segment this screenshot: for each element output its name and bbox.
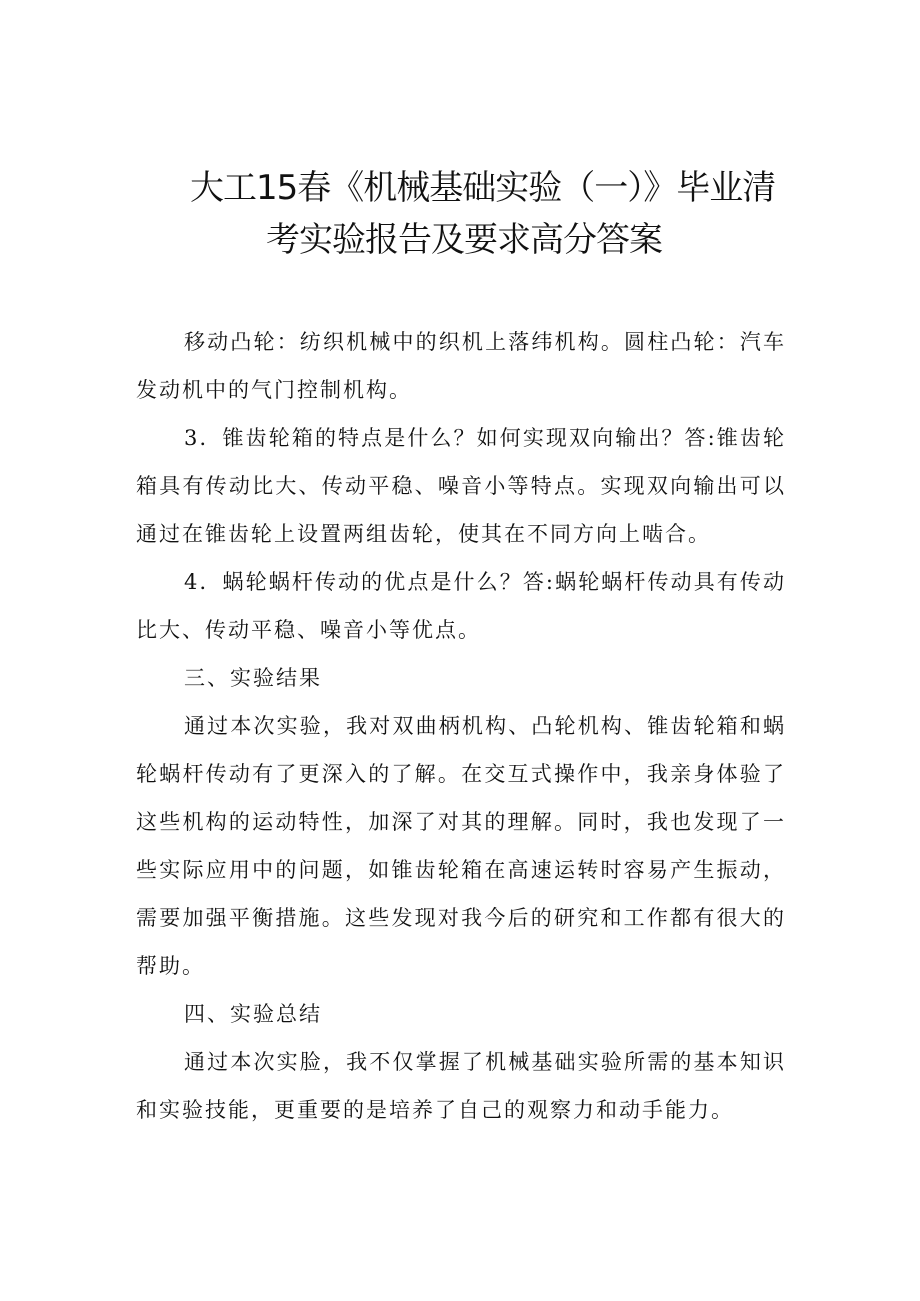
document-title-line-1: 大工15春《机械基础实验（一）》毕业清 [190,168,776,208]
document-body [136,318,786,1134]
paragraph-results: 通过本次实验，我对双曲柄机构、凸轮机构、锥齿轮箱和蜗轮蜗杆传动有了更深入的了解。在交互式操作中，我亲身体验了这些机构的运动特性，加深了对其的理解。同时，我也发现了一些实际应用中的问题，如锥齿轮箱在高速运转时容易产生振动，需要加强平衡措施。这些发现对我今后的研究和工作都有很大的帮助。 [136,714,786,978]
paragraph-question-4: 4．蜗轮蜗杆传动的优点是什么？答:蜗轮蜗杆传动具有传动比大、传动平稳、噪音小等优点。 [136,570,786,642]
document-title-line-2: 考实验报告及要求高分答案 [266,220,662,260]
paragraph-question-3: 3．锥齿轮箱的特点是什么？如何实现双向输出？答:锥齿轮箱具有传动比大、传动平稳、噪音小等特点。实现双向输出可以通过在锥齿轮上设置两组齿轮，使其在不同方向上啮合。 [136,426,786,546]
section-heading-results: 三、实验结果 [184,666,322,690]
section-heading-summary: 四、实验总结 [184,1002,322,1026]
paragraph-summary: 通过本次实脸，我不仅掌握了机械基础实验所需的基本知识和实验技能，更重要的是培养了自己的观察力和动手能力。 [136,1050,786,1122]
paragraph-cam-examples: 移动凸轮：纺织机械中的织机上落纬机构。圆柱凸轮：汽车发动机中的气门控制机构。 [136,330,786,402]
